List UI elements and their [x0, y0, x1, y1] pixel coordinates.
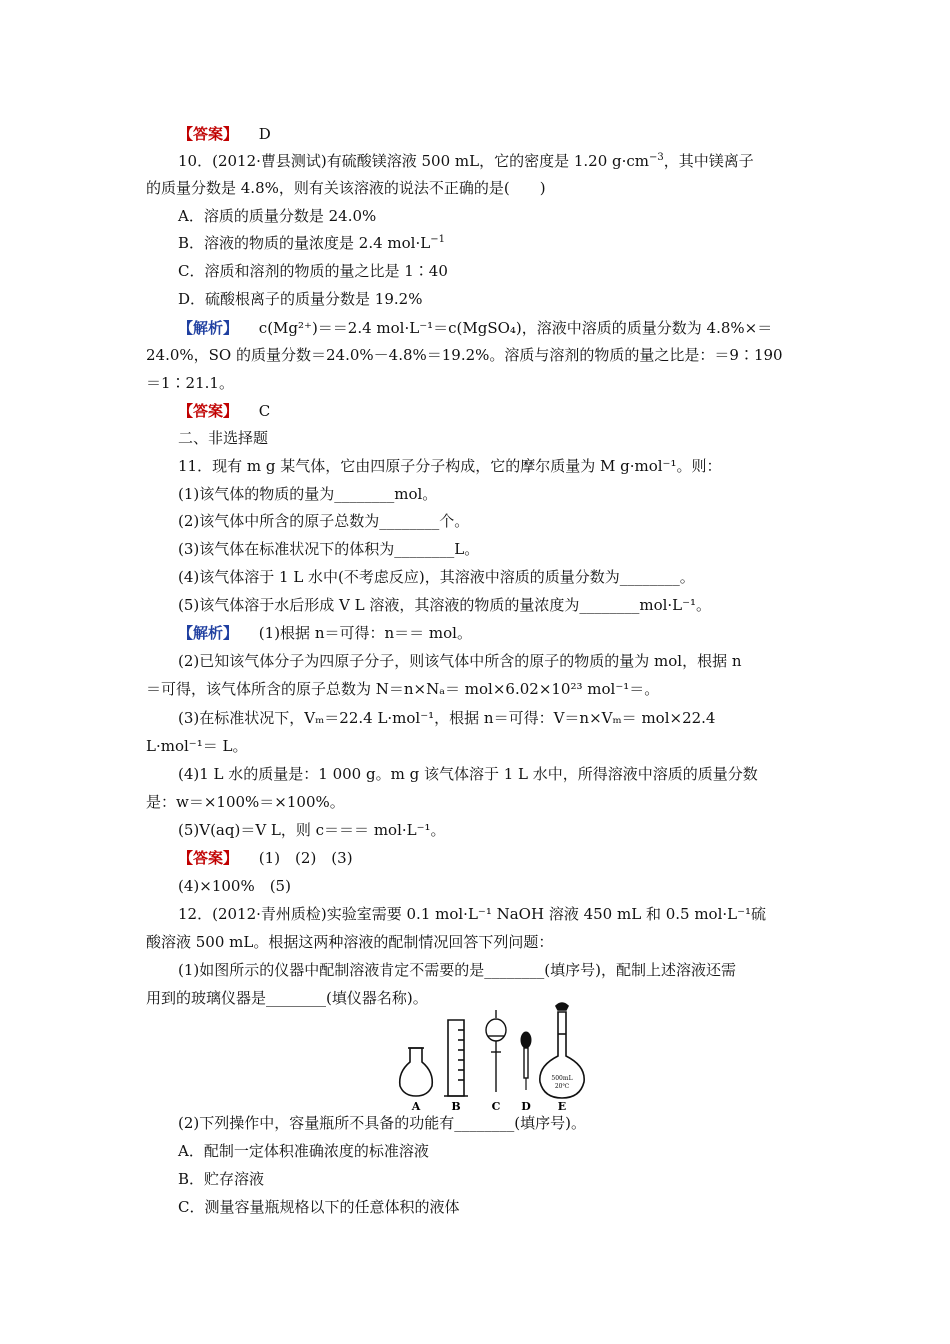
figure-label-d: D [521, 1100, 531, 1112]
q12-part-1a: (1)如图所示的仪器中配制溶液肯定不需要的是________(填序号)，配制上述溶液还需 [178, 961, 736, 979]
q11-part-4: (4)该气体溶于 1 L 水中(不考虑反应)，其溶液中溶质的质量分数为________。 [178, 568, 695, 586]
flask-label-temp: 20℃ [554, 1083, 570, 1090]
flask-a-icon [400, 1048, 433, 1096]
analysis-tag: 【解析】 [178, 624, 239, 642]
analysis-11-line-3a: (3)在标准状况下，Vₘ＝22.4 L·mol⁻¹，根据 n＝可得：V＝n×Vₘ＝ mol×22.4 [178, 709, 716, 727]
section-heading: 二、非选择题 [178, 429, 269, 447]
analysis-11-line-1 [178, 623, 472, 643]
q11-part-5: (5)该气体溶于水后形成 V L 溶液，其溶液的物质的量浓度为________mol·L⁻¹。 [178, 596, 712, 614]
q10-line-2: 的质量分数是 4.8%，则有关该溶液的说法不正确的是( ) [146, 179, 546, 197]
analysis-tag: 【解析】 [178, 319, 239, 337]
answer-value: C [258, 402, 271, 420]
analysis-11-line-4b: 是：w＝×100%＝×100%。 [146, 793, 345, 811]
q10-option-a: A．溶质的质量分数是 24.0% [178, 207, 377, 225]
answer-11-text-1: (1) (2) (3) [258, 849, 353, 867]
q11-part-2: (2)该气体中所含的原子总数为________个。 [178, 512, 470, 530]
answer-10-line [178, 401, 270, 421]
answer-tag: 【答案】 [178, 125, 239, 143]
q12-part-2: (2)下列操作中，容量瓶所不具备的功能有________(填序号)。 [178, 1114, 586, 1132]
analysis-10-line-1 [178, 318, 772, 338]
apparatus-figure [396, 1000, 596, 1112]
analysis-11-text-1: (1)根据 n＝可得：n＝＝ mol。 [258, 624, 472, 642]
analysis-11-line-2b: ＝可得，该气体所含的原子总数为 N＝n×Nₐ＝ mol×6.02×10²³ mol⁻¹＝。 [146, 680, 660, 698]
q12-part-1b: 用到的玻璃仪器是________(填仪器名称)。 [146, 989, 428, 1007]
q10-sup: −3 [649, 152, 664, 163]
q10-line-1 [178, 151, 754, 171]
figure-label-b: B [451, 1100, 461, 1112]
q10-option-c: C．溶质和溶剂的物质的量之比是 1∶40 [178, 262, 448, 280]
flask-label-volume: 500mL [551, 1075, 573, 1082]
q12-option-a: A．配制一定体积准确浓度的标准溶液 [178, 1142, 429, 1160]
q10-option-b-sup: −1 [430, 234, 445, 245]
figure-label-c: C [491, 1100, 501, 1112]
q10-option-d: D．硫酸根离子的质量分数是 19.2% [178, 290, 423, 308]
figure-label-e: E [557, 1100, 567, 1112]
q10-option-b [178, 233, 445, 253]
answer-tag: 【答案】 [178, 402, 239, 420]
answer-value: D [258, 125, 271, 143]
q11-part-1: (1)该气体的物质的量为________mol。 [178, 485, 438, 503]
answer-tag: 【答案】 [178, 849, 239, 867]
analysis-10-line-3: ＝1∶21.1。 [146, 374, 234, 392]
analysis-10-text-1: c(Mg²⁺)＝＝2.4 mol·L⁻¹＝c(MgSO₄)，溶液中溶质的质量分数为 4.8%×＝ [258, 319, 773, 337]
answer-11-line-2: (4)×100% (5) [178, 877, 291, 895]
q10-tail: ，其中镁离子 [663, 152, 754, 170]
answer-11-line-1 [178, 848, 353, 868]
q12-option-c: C．测量容量瓶规格以下的任意体积的液体 [178, 1198, 460, 1216]
analysis-11-line-3b: L·mol⁻¹＝ L。 [146, 737, 248, 755]
analysis-11-line-4a: (4)1 L 水的质量是：1 000 g。m g 该气体溶于 1 L 水中，所得溶液中溶质的质量分数 [178, 765, 758, 783]
analysis-10-line-2: 24.0%，SO 的质量分数＝24.0%－4.8%＝19.2%。溶质与溶剂的物质的量之比是：＝9∶190 [146, 346, 783, 364]
q12-option-b: B．贮存溶液 [178, 1170, 265, 1188]
cylinder-b-icon [444, 1020, 468, 1096]
volumetric-flask-e-icon [540, 1003, 584, 1098]
q11-line-0: 11．现有 m g 某气体，它由四原子分子构成，它的摩尔质量为 M g·mol⁻¹。则： [178, 457, 722, 475]
q10-text: 10．(2012·曹县测试)有硫酸镁溶液 500 mL，它的密度是 1.20 g·cm [178, 152, 650, 170]
analysis-11-line-5: (5)V(aq)＝V L，则 c＝＝＝ mol·L⁻¹。 [178, 821, 446, 839]
dropper-d-icon [521, 1032, 531, 1090]
q12-line-1: 12．(2012·青州质检)实验室需要 0.1 mol·L⁻¹ NaOH 溶液 450 mL 和 0.5 mol·L⁻¹硫 [178, 905, 767, 923]
q10-option-b-text: B．溶液的物质的量浓度是 2.4 mol·L [178, 234, 431, 252]
q12-line-2: 酸溶液 500 mL。根据这两种溶液的配制情况回答下列问题： [146, 933, 554, 951]
figure-label-a: A [411, 1100, 421, 1112]
q11-part-3: (3)该气体在标准状况下的体积为________L。 [178, 540, 480, 558]
answer-9-line [178, 124, 271, 144]
analysis-11-line-2a: (2)已知该气体分子为四原子分子，则该气体中所含的原子的物质的量为 mol，根据 n [178, 652, 742, 670]
funnel-c-icon [486, 1010, 506, 1092]
